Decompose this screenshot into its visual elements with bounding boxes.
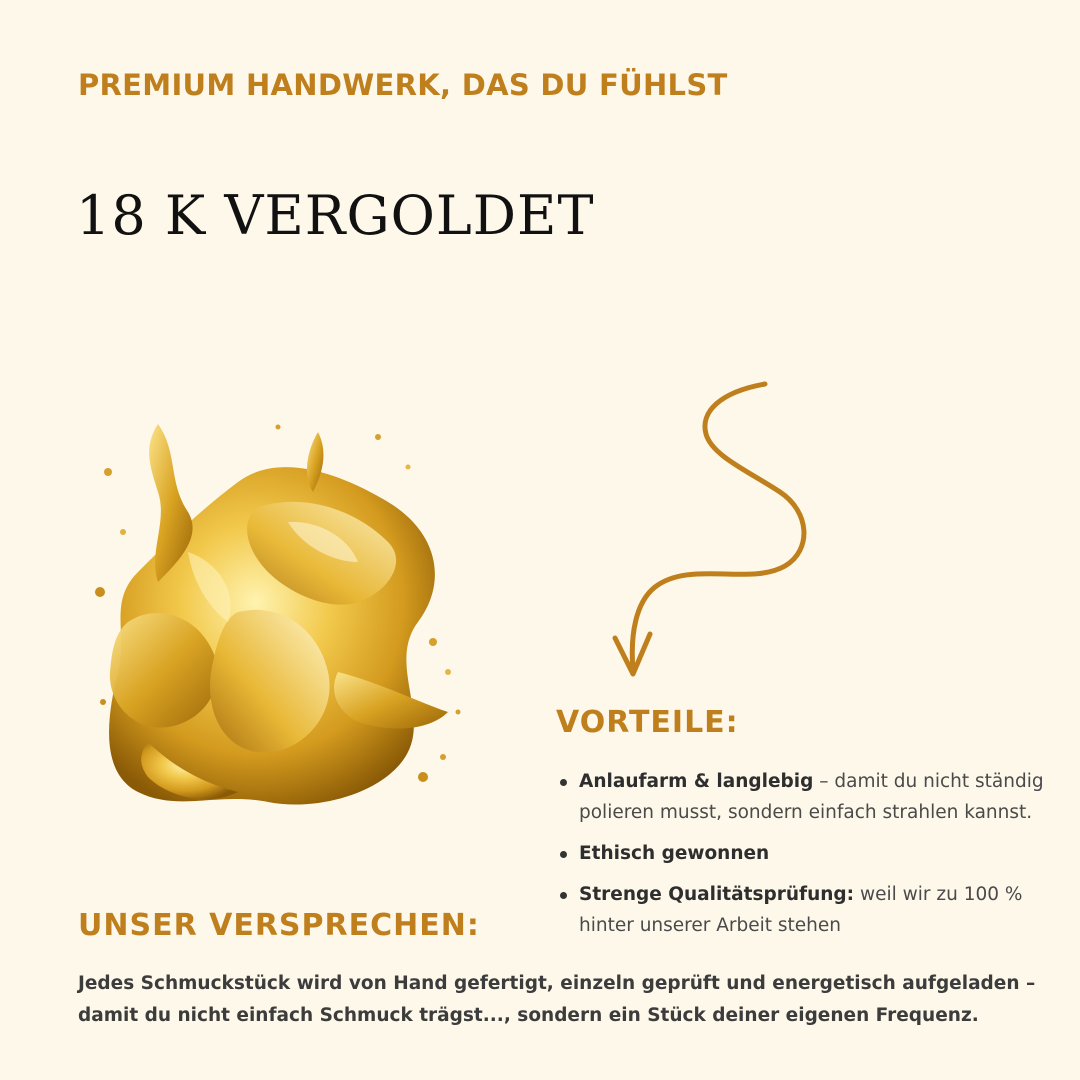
benefit-description: weil wir zu 100 % hinter unserer Arbeit stehen (579, 884, 1023, 936)
promise-text: Jedes Schmuckstück wird von Hand gefertigt, einzeln geprüft und energetisch aufgeladen – damit du nicht einfach Schmuck trägst..., sondern ein Stück deiner eigenen Frequenz. (78, 973, 1036, 1026)
page-title: 18 K VERGOLDET (76, 184, 595, 247)
list-item (558, 879, 1068, 941)
gold-splash-image (88, 412, 468, 832)
benefit-strong-label: Anlaufarm & langlebig (579, 771, 814, 792)
promise-title: UNSER VERSPRECHEN: (78, 908, 480, 943)
list-item (558, 766, 1068, 828)
benefit-strong-label: Ethisch gewonnen (579, 843, 770, 864)
benefits-list (558, 766, 1068, 951)
benefit-description: – damit du nicht ständig polieren musst, sondern einfach strahlen kannst. (579, 771, 1044, 823)
benefit-strong-label: Strenge Qualitätsprüfung: (579, 884, 855, 905)
kicker-heading: PREMIUM HANDWERK, DAS DU FÜHLST (78, 68, 728, 102)
list-item (558, 838, 1068, 869)
curved-arrow-icon (600, 372, 820, 692)
benefits-title: VORTEILE: (556, 705, 739, 740)
